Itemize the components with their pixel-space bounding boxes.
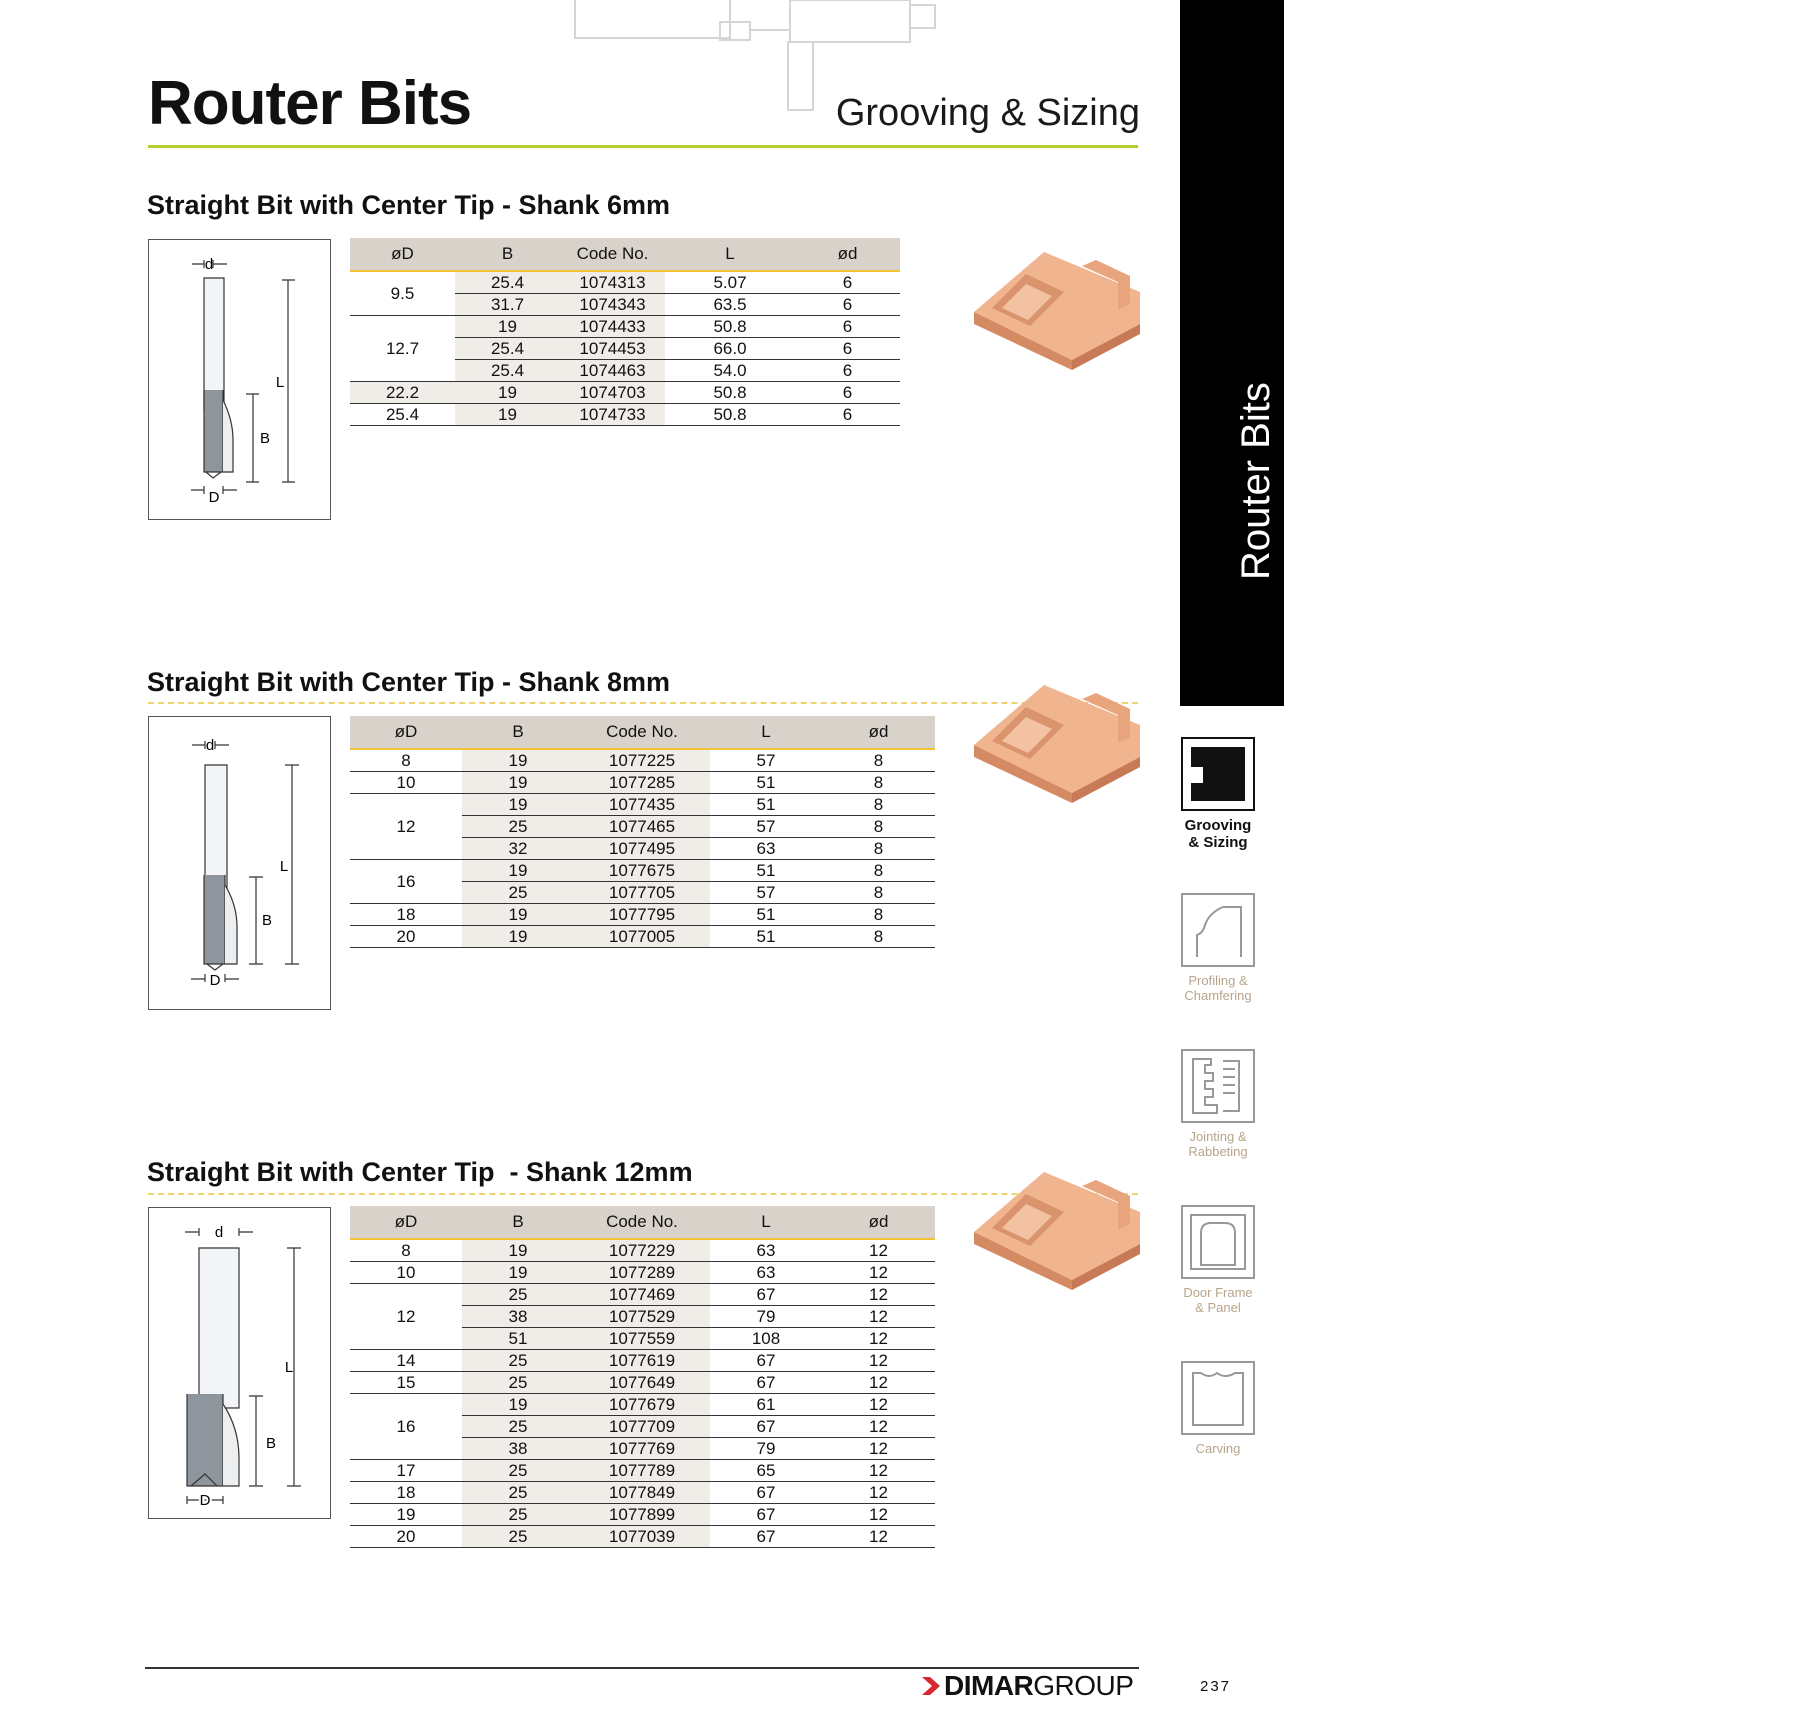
cell-code: 1077849 [574,1482,710,1504]
header-code: Code No. [574,716,710,749]
cell-code: 1077529 [574,1306,710,1328]
category-label: Door Frame [1183,1285,1253,1300]
cell-shank: 12 [822,1460,935,1482]
table-row [350,1526,935,1548]
category-label: Carving [1195,1441,1241,1456]
cell-code: 1077675 [574,860,710,882]
table-row [350,1394,935,1416]
cell-code: 1077229 [574,1239,710,1262]
cell-b: 25 [462,1372,574,1394]
cell-code: 1074463 [560,360,665,382]
diagram-label-D: D [199,1492,211,1509]
header-B: B [462,716,574,749]
cell-shank: 12 [822,1262,935,1284]
cell-code: 1077679 [574,1394,710,1416]
cell-diameter: 18 [350,1482,462,1504]
table-row [350,1350,935,1372]
cell-l: 67 [710,1284,822,1306]
grooved-wood-sample [972,1172,1142,1292]
diagram-label-L: L [284,1359,294,1376]
cell-shank: 6 [795,338,900,360]
cell-diameter: 18 [350,904,462,926]
bit-diagram-6mm [148,239,331,520]
cell-shank: 8 [822,816,935,838]
spec-table-8mm [350,716,935,948]
cell-diameter: 8 [350,1239,462,1262]
profiling-icon [1181,893,1255,967]
cell-l: 79 [710,1438,822,1460]
table-row [350,794,935,816]
page-subtitle: Grooving & Sizing [835,92,1140,134]
cell-diameter: 16 [350,860,462,904]
header-L: L [710,1206,822,1239]
category-label: & Panel [1195,1300,1241,1315]
table-row [350,404,900,426]
cell-l: 67 [710,1526,822,1548]
cell-b: 38 [462,1438,574,1460]
cell-code: 1077795 [574,904,710,926]
page-title: Router Bits [148,69,472,138]
diagram-label-d: d [214,1224,224,1241]
dimar-group-logo [920,1670,1133,1702]
cell-l: 50.8 [665,404,795,426]
spec-table-12mm [350,1206,935,1548]
cell-l: 50.8 [665,382,795,404]
cell-code: 1077619 [574,1350,710,1372]
dimar-chevron-icon [920,1675,944,1697]
diagram-label-B: B [261,912,273,929]
cell-b: 25 [462,816,574,838]
cell-l: 79 [710,1306,822,1328]
cell-l: 63 [710,1239,822,1262]
category-label: Rabbeting [1188,1144,1248,1159]
cell-shank: 12 [822,1284,935,1306]
cell-shank: 8 [822,838,935,860]
cell-diameter: 12 [350,794,462,860]
cell-diameter: 8 [350,749,462,772]
cell-b: 25.4 [455,338,560,360]
cell-b: 19 [462,1262,574,1284]
header-L: L [665,238,795,271]
cell-code: 1074343 [560,294,665,316]
cell-b: 19 [455,404,560,426]
cell-diameter: 12 [350,1284,462,1350]
cell-shank: 8 [822,794,935,816]
cell-code: 1077005 [574,926,710,948]
cell-l: 50.8 [665,316,795,338]
cell-l: 63 [710,838,822,860]
cell-b: 19 [462,1394,574,1416]
header-oD: øD [350,1206,462,1239]
header-oD: øD [350,238,455,271]
diagram-label-D: D [208,489,220,506]
table-row [350,749,935,772]
cell-code: 1077285 [574,772,710,794]
door-frame-icon [1181,1205,1255,1279]
cell-shank: 6 [795,271,900,294]
cell-l: 67 [710,1482,822,1504]
spec-table-6mm [350,238,900,426]
cell-b: 25 [462,1416,574,1438]
cell-b: 25.4 [455,271,560,294]
cell-shank: 8 [822,772,935,794]
cell-shank: 6 [795,360,900,382]
table-row [350,1262,935,1284]
footer-rule [145,1667,1139,1669]
cell-code: 1077225 [574,749,710,772]
cell-code: 1074433 [560,316,665,338]
cell-l: 57 [710,816,822,838]
cell-b: 25 [462,1526,574,1548]
cell-b: 19 [462,860,574,882]
cell-shank: 12 [822,1504,935,1526]
category-profiling-chamfering[interactable] [1150,893,1286,1003]
cell-b: 19 [462,749,574,772]
cell-shank: 8 [822,904,935,926]
cell-l: 67 [710,1372,822,1394]
jointing-icon [1181,1049,1255,1123]
header-od: ød [822,716,935,749]
table-row [350,1284,935,1306]
table-row [350,860,935,882]
cell-b: 31.7 [455,294,560,316]
cell-shank: 12 [822,1350,935,1372]
cell-b: 19 [462,1239,574,1262]
cell-b: 19 [462,926,574,948]
cell-l: 67 [710,1350,822,1372]
cell-b: 51 [462,1328,574,1350]
cell-code: 1077435 [574,794,710,816]
table-row [350,316,900,338]
table-row [350,904,935,926]
cell-b: 19 [462,772,574,794]
section-heading-8mm: Straight Bit with Center Tip - Shank 8mm [147,667,671,697]
header-oD: øD [350,716,462,749]
cell-shank: 8 [822,926,935,948]
cell-shank: 8 [822,860,935,882]
diagram-label-d: d [205,737,215,754]
cell-shank: 12 [822,1438,935,1460]
cell-shank: 12 [822,1372,935,1394]
cell-code: 1077495 [574,838,710,860]
cell-l: 63.5 [665,294,795,316]
cell-l: 63 [710,1262,822,1284]
cell-code: 1077789 [574,1460,710,1482]
cell-code: 1077039 [574,1526,710,1548]
cell-shank: 8 [822,882,935,904]
table-row [350,271,900,294]
cell-code: 1074313 [560,271,665,294]
cell-diameter: 20 [350,1526,462,1548]
cell-shank: 12 [822,1306,935,1328]
cell-code: 1074703 [560,382,665,404]
cell-l: 57 [710,749,822,772]
cell-diameter: 22.2 [350,382,455,404]
category-label: & Sizing [1188,834,1248,851]
category-jointing-rabbeting[interactable] [1150,1049,1286,1159]
cell-shank: 6 [795,382,900,404]
table-row [350,1372,935,1394]
table-row [350,1504,935,1526]
cell-b: 25 [462,882,574,904]
sidebar-tab-label: Router Bits [1234,382,1278,580]
cell-shank: 12 [822,1394,935,1416]
cell-l: 51 [710,794,822,816]
cell-shank: 6 [795,294,900,316]
category-label: Grooving [1184,817,1252,834]
table-row [350,382,900,404]
cell-code: 1077705 [574,882,710,904]
table-row [350,1239,935,1262]
cell-diameter: 20 [350,926,462,948]
cell-b: 25 [462,1350,574,1372]
cell-code: 1077709 [574,1416,710,1438]
cell-l: 54.0 [665,360,795,382]
category-carving[interactable] [1150,1361,1286,1456]
category-door-frame-panel[interactable] [1150,1205,1286,1315]
cell-l: 51 [710,772,822,794]
cell-l: 108 [710,1328,822,1350]
bit-diagram-12mm [148,1207,331,1519]
header-B: B [455,238,560,271]
cell-code: 1077649 [574,1372,710,1394]
cell-l: 51 [710,860,822,882]
cell-l: 66.0 [665,338,795,360]
grooving-icon [1181,737,1255,811]
cell-shank: 12 [822,1526,935,1548]
page-number: 237 [1200,1678,1232,1695]
cell-diameter: 17 [350,1460,462,1482]
category-grooving-sizing[interactable] [1150,737,1286,851]
bit-diagram-8mm [148,716,331,1010]
category-label: Chamfering [1184,988,1252,1003]
diagram-label-d: d [204,256,214,273]
cell-diameter: 16 [350,1394,462,1460]
table-row [350,772,935,794]
cell-l: 61 [710,1394,822,1416]
cell-l: 65 [710,1460,822,1482]
cell-shank: 12 [822,1416,935,1438]
cell-l: 51 [710,904,822,926]
cell-b: 19 [455,382,560,404]
grooved-wood-sample [972,252,1142,372]
category-label: Jointing & [1189,1129,1247,1144]
diagram-label-B: B [265,1435,277,1452]
cell-diameter: 14 [350,1350,462,1372]
header-od: ød [795,238,900,271]
cell-diameter: 9.5 [350,271,455,316]
cell-diameter: 12.7 [350,316,455,382]
cell-b: 25.4 [455,360,560,382]
cell-diameter: 15 [350,1372,462,1394]
cell-diameter: 10 [350,772,462,794]
cell-l: 67 [710,1504,822,1526]
header-code: Code No. [560,238,665,271]
sidebar-tab[interactable] [1180,0,1284,706]
table-row [350,926,935,948]
cell-shank: 6 [795,404,900,426]
cell-code: 1074733 [560,404,665,426]
cell-shank: 12 [822,1328,935,1350]
cell-diameter: 25.4 [350,404,455,426]
cell-code: 1077465 [574,816,710,838]
cell-b: 19 [455,316,560,338]
cell-code: 1074453 [560,338,665,360]
diagram-label-L: L [279,858,289,875]
cell-l: 57 [710,882,822,904]
section-heading-12mm: Straight Bit with Center Tip - Shank 12mm [147,1157,693,1187]
cell-b: 32 [462,838,574,860]
cell-l: 67 [710,1416,822,1438]
cell-diameter: 10 [350,1262,462,1284]
cell-b: 38 [462,1306,574,1328]
header-L: L [710,716,822,749]
header-od: ød [822,1206,935,1239]
cell-b: 25 [462,1284,574,1306]
cell-shank: 6 [795,316,900,338]
brand-light: GROUP [1033,1670,1134,1701]
cell-b: 25 [462,1504,574,1526]
cell-code: 1077289 [574,1262,710,1284]
diagram-label-B: B [259,430,271,447]
cell-l: 51 [710,926,822,948]
cell-code: 1077469 [574,1284,710,1306]
title-rule [148,145,1138,148]
category-label: Profiling & [1188,973,1248,988]
table-row [350,1482,935,1504]
cell-shank: 12 [822,1239,935,1262]
section-heading-6mm: Straight Bit with Center Tip - Shank 6mm [147,190,671,220]
cell-b: 19 [462,794,574,816]
cell-code: 1077559 [574,1328,710,1350]
cell-b: 25 [462,1482,574,1504]
diagram-label-D: D [209,972,221,989]
table-row [350,1460,935,1482]
cell-b: 25 [462,1460,574,1482]
header-B: B [462,1206,574,1239]
cell-b: 19 [462,904,574,926]
grooved-wood-sample [972,685,1142,805]
cell-shank: 12 [822,1482,935,1504]
cell-code: 1077769 [574,1438,710,1460]
cell-shank: 8 [822,749,935,772]
brand-bold: DIMAR [944,1670,1034,1701]
cell-code: 1077899 [574,1504,710,1526]
header-code: Code No. [574,1206,710,1239]
carving-icon [1181,1361,1255,1435]
cell-diameter: 19 [350,1504,462,1526]
diagram-label-L: L [275,374,285,391]
cell-l: 5.07 [665,271,795,294]
